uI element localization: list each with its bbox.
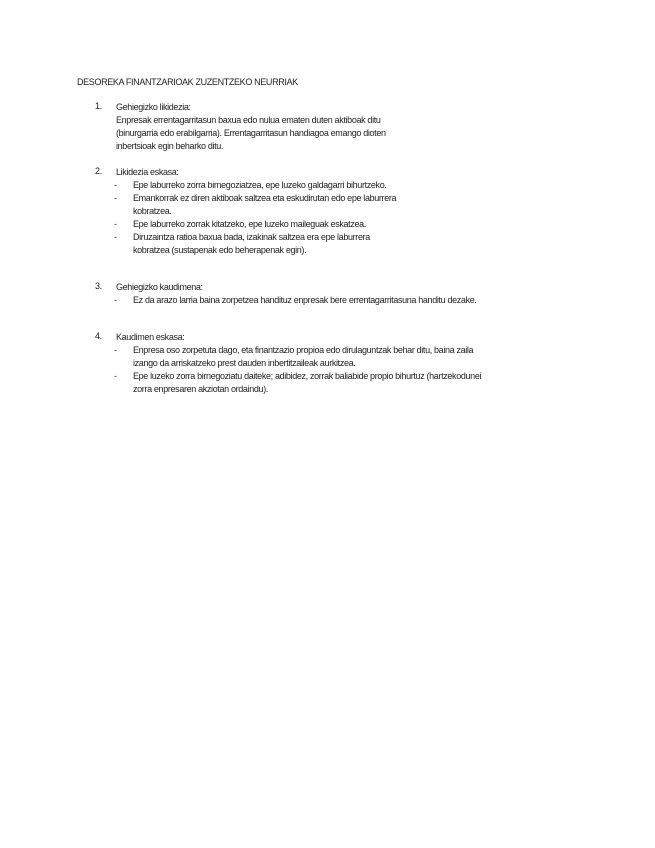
bullet-dash: -	[114, 232, 117, 242]
bullet-dash: -	[114, 193, 117, 203]
section-4	[95, 331, 595, 396]
document-title: DESOREKA FINANTZARIOAK ZUZENTZEKO NEURRIAK	[77, 77, 298, 87]
bullet-dash: -	[114, 295, 117, 305]
bullet-list	[95, 344, 595, 396]
bullet-line: Epe luzeko zorra birnegoziatu daiteke; adibidez, zorrak baliabide propio bihurtuz (hartzekodunei	[133, 371, 482, 381]
bullet-item	[95, 231, 595, 257]
bullet-line: Emankorrak ez diren aktiboak saltzea eta eskudirutan edo epe laburrera	[133, 193, 397, 203]
section-heading: Gehiegizko kaudimena:	[116, 282, 203, 292]
bullet-item	[95, 370, 595, 396]
section-paragraph	[116, 114, 595, 153]
bullet-dash: -	[114, 180, 117, 190]
bullet-dash: -	[114, 219, 117, 229]
paragraph-line: inbertsioak egin beharko ditu.	[116, 141, 224, 151]
bullet-item	[95, 218, 595, 231]
section-heading: Gehiegizko likidezia:	[116, 102, 191, 112]
section-number: 4.	[95, 331, 102, 341]
bullet-item	[95, 179, 595, 192]
bullet-line: Epe laburreko zorrak kitatzeko, epe luzeko maileguak eskatzea.	[133, 219, 366, 229]
bullet-line: kobratzea (sustapenak edo beherapenak egin).	[133, 245, 307, 255]
bullet-line: kobratzea.	[133, 206, 172, 216]
bullet-item	[95, 294, 595, 307]
bullet-line: izango da arriskatzeko prest dauden inbertitzaileak aurkitzea.	[133, 358, 356, 368]
section-number: 3.	[95, 281, 102, 291]
bullet-dash: -	[114, 371, 117, 381]
section-2	[95, 166, 595, 257]
bullet-dash: -	[114, 345, 117, 355]
section-heading: Kaudimen eskasa:	[116, 332, 185, 342]
bullet-line: Diruzaintza ratioa baxua bada, izakinak saltzea era epe laburrera	[133, 232, 370, 242]
bullet-list	[95, 179, 595, 257]
bullet-line: Enpresa oso zorpetuta dago, eta finantzazio propioa edo dirulaguntzak behar ditu, baina zaila	[133, 345, 474, 355]
bullet-line: zorra enpresaren akziotan ordaindu).	[133, 384, 268, 394]
section-3	[95, 281, 595, 307]
bullet-list	[95, 294, 595, 307]
section-number: 1.	[95, 101, 102, 111]
bullet-item	[95, 344, 595, 370]
bullet-line: Epe laburreko zorra birnegoziatzea, epe luzeko galdagarri bihurtzeko.	[133, 180, 387, 190]
section-heading: Likidezia eskasa:	[116, 167, 179, 177]
bullet-item	[95, 192, 595, 218]
section-1	[95, 101, 595, 153]
paragraph-line: (binurgarria edo erabilgarria). Errentagarritasun handiagoa emango dioten	[116, 128, 386, 138]
bullet-line: Ez da arazo larria baina zorpetzea handituz enpresak bere errentagarritasuna handitu dezake.	[133, 295, 477, 305]
paragraph-line: Enpresak errentagarritasun baxua edo nulua ematen duten aktiboak ditu	[116, 115, 381, 125]
section-number: 2.	[95, 166, 102, 176]
